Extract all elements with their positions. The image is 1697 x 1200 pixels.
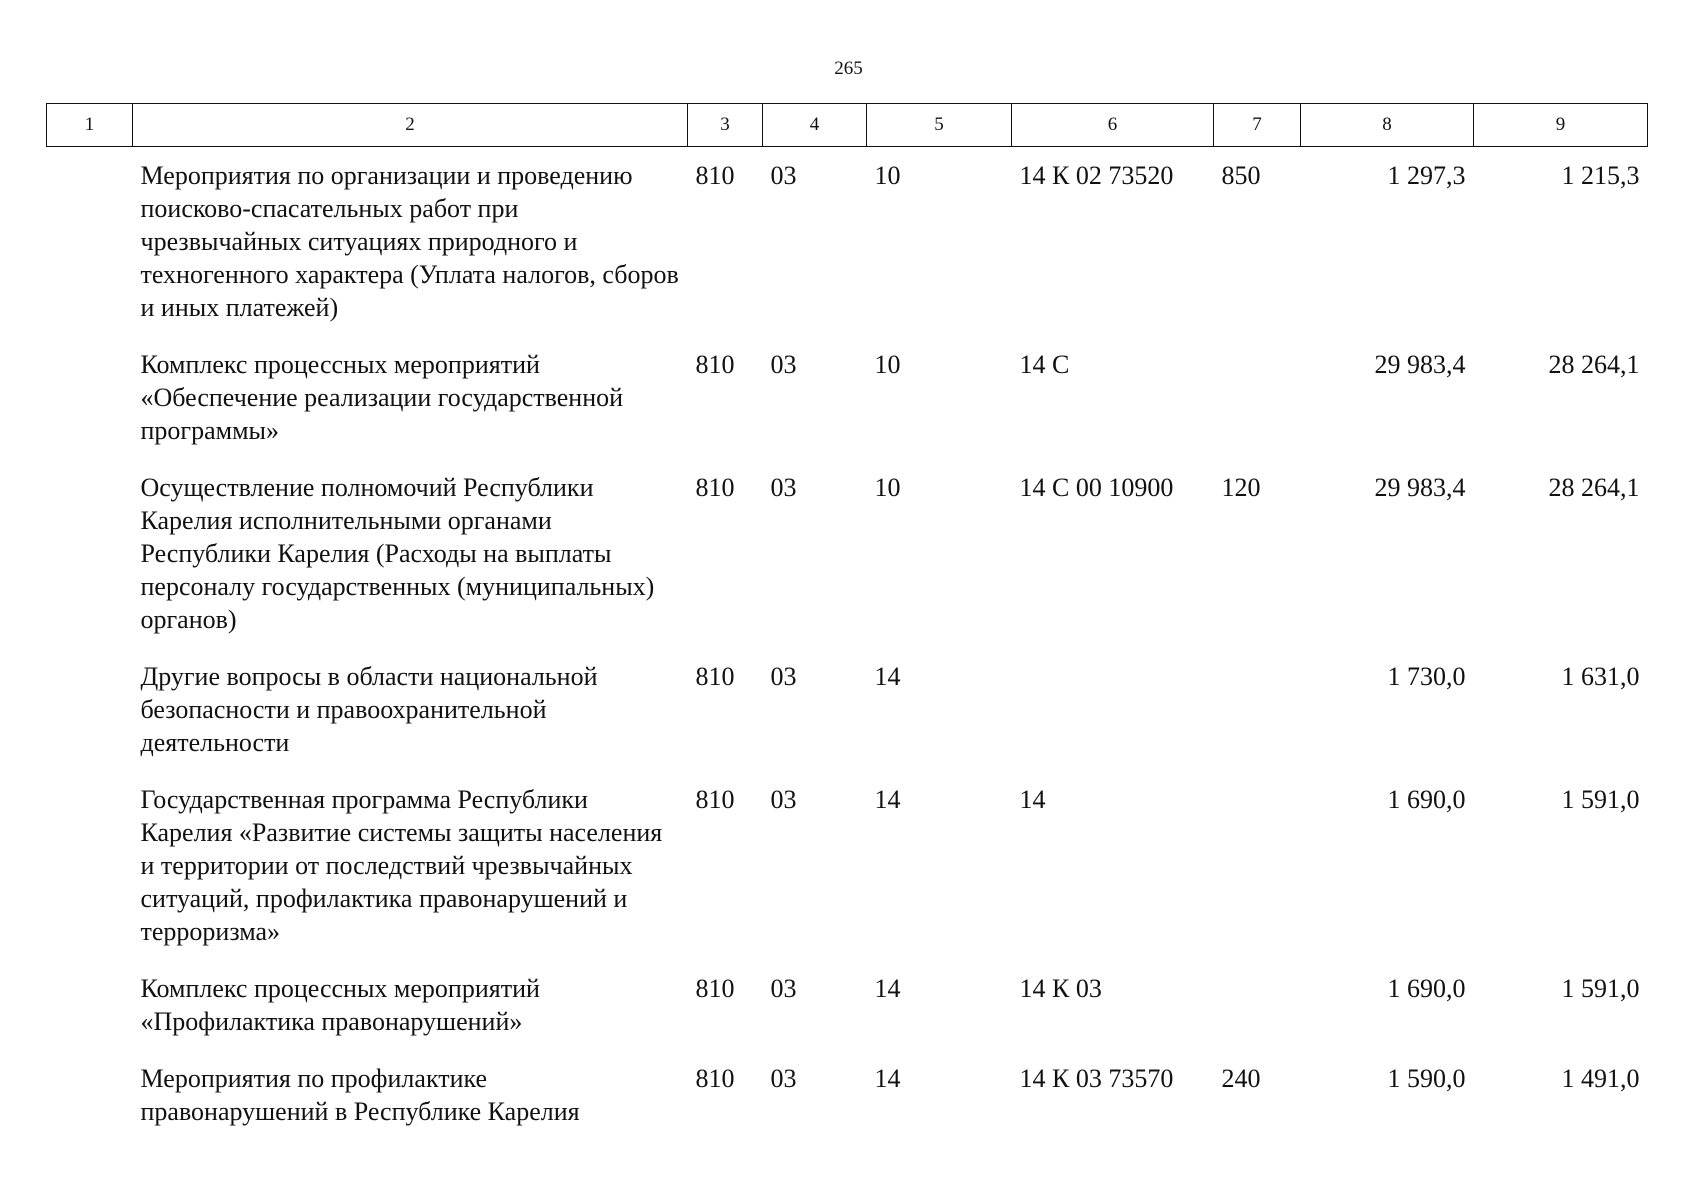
column-header-5: 5 xyxy=(867,104,1012,147)
description-cell: Мероприятия по организации и проведению поисково-спасательных работ при чрезвычайных ситуациях природного и техногенного характера (Уплата налогов, сборов и иных платежей) xyxy=(140,161,679,322)
amount-cell-8: 29 983,4 xyxy=(1374,473,1466,502)
code-cell-6: 14 xyxy=(1019,785,1046,814)
amount-cell-8: 1 690,0 xyxy=(1387,974,1466,1003)
code-cell-5: 10 xyxy=(874,161,901,190)
code-cell-7 xyxy=(1214,648,1301,771)
code-cell-7: 120 xyxy=(1221,473,1261,502)
code-cell-4: 03 xyxy=(770,785,797,814)
column-header-7: 7 xyxy=(1214,104,1301,147)
row-number-cell xyxy=(47,771,133,960)
code-cell-5: 10 xyxy=(874,350,901,379)
code-cell-6: 14 К 03 xyxy=(1019,974,1102,1003)
description-cell: Осуществление полномочий Республики Карелия исполнительными органами Республики Карелия (Расходы на выплаты персоналу государственных (муниципальных) органов) xyxy=(140,473,655,634)
code-cell-6: 14 С xyxy=(1019,350,1070,379)
code-cell-4: 03 xyxy=(770,473,797,502)
code-cell-4: 03 xyxy=(770,974,797,1003)
amount-cell-8: 1 690,0 xyxy=(1387,785,1466,814)
amount-cell-9: 28 264,1 xyxy=(1548,473,1640,502)
code-cell-5: 14 xyxy=(874,785,901,814)
table-row xyxy=(47,1050,1648,1140)
description-cell: Мероприятия по профилактике правонарушений в Республике Карелия xyxy=(140,1064,580,1126)
code-cell-3: 810 xyxy=(695,350,735,379)
amount-cell-8: 1 297,3 xyxy=(1387,161,1466,190)
amount-cell-9: 1 591,0 xyxy=(1561,974,1640,1003)
amount-cell-9: 1 491,0 xyxy=(1561,1064,1640,1093)
description-cell: Другие вопросы в области национальной безопасности и правоохранительной деятельности xyxy=(140,662,598,757)
row-number-cell xyxy=(47,459,133,648)
page-number: 265 xyxy=(834,58,863,79)
row-number-cell xyxy=(47,147,133,337)
table-row xyxy=(47,147,1648,337)
code-cell-7 xyxy=(1214,960,1301,1050)
row-number-cell xyxy=(47,336,133,459)
column-header-3: 3 xyxy=(688,104,763,147)
amount-cell-8: 29 983,4 xyxy=(1374,350,1466,379)
code-cell-7 xyxy=(1214,336,1301,459)
code-cell-4: 03 xyxy=(770,161,797,190)
budget-table xyxy=(46,103,1648,1140)
table-row xyxy=(47,648,1648,771)
description-cell: Государственная программа Республики Карелия «Развитие системы защиты населения и территории от последствий чрезвычайных ситуаций, профилактика правонарушений и терроризма» xyxy=(140,785,663,946)
description-cell: Комплекс процессных мероприятий «Профилактика правонарушений» xyxy=(140,974,540,1036)
code-cell-5: 10 xyxy=(874,473,901,502)
code-cell-6: 14 К 02 73520 xyxy=(1019,161,1174,190)
code-cell-3: 810 xyxy=(695,974,735,1003)
code-cell-5: 14 xyxy=(874,1064,901,1093)
code-cell-6: 14 К 03 73570 xyxy=(1019,1064,1174,1093)
table-row xyxy=(47,459,1648,648)
row-number-cell xyxy=(47,1050,133,1140)
column-header-2: 2 xyxy=(133,104,688,147)
code-cell-3: 810 xyxy=(695,785,735,814)
amount-cell-9: 1 215,3 xyxy=(1561,161,1640,190)
code-cell-3: 810 xyxy=(695,161,735,190)
code-cell-4: 03 xyxy=(770,350,797,379)
amount-cell-9: 28 264,1 xyxy=(1548,350,1640,379)
column-header-8: 8 xyxy=(1301,104,1474,147)
code-cell-4: 03 xyxy=(770,1064,797,1093)
code-cell-6 xyxy=(1012,648,1214,771)
column-header-1: 1 xyxy=(47,104,133,147)
column-header-9: 9 xyxy=(1474,104,1648,147)
column-header-4: 4 xyxy=(763,104,867,147)
code-cell-3: 810 xyxy=(695,662,735,691)
code-cell-6: 14 С 00 10900 xyxy=(1019,473,1174,502)
table-row xyxy=(47,771,1648,960)
code-cell-3: 810 xyxy=(695,1064,735,1093)
table-row xyxy=(47,960,1648,1050)
code-cell-5: 14 xyxy=(874,974,901,1003)
amount-cell-8: 1 590,0 xyxy=(1387,1064,1466,1093)
column-header-6: 6 xyxy=(1012,104,1214,147)
amount-cell-9: 1 591,0 xyxy=(1561,785,1640,814)
row-number-cell xyxy=(47,648,133,771)
code-cell-3: 810 xyxy=(695,473,735,502)
code-cell-4: 03 xyxy=(770,662,797,691)
amount-cell-8: 1 730,0 xyxy=(1387,662,1466,691)
amount-cell-9: 1 631,0 xyxy=(1561,662,1640,691)
code-cell-7 xyxy=(1214,771,1301,960)
row-number-cell xyxy=(47,960,133,1050)
code-cell-7: 850 xyxy=(1221,161,1261,190)
code-cell-7: 240 xyxy=(1221,1064,1261,1093)
code-cell-5: 14 xyxy=(874,662,901,691)
description-cell: Комплекс процессных мероприятий «Обеспечение реализации государственной программы» xyxy=(140,350,624,445)
table-header-row xyxy=(47,104,1648,147)
table-row xyxy=(47,336,1648,459)
